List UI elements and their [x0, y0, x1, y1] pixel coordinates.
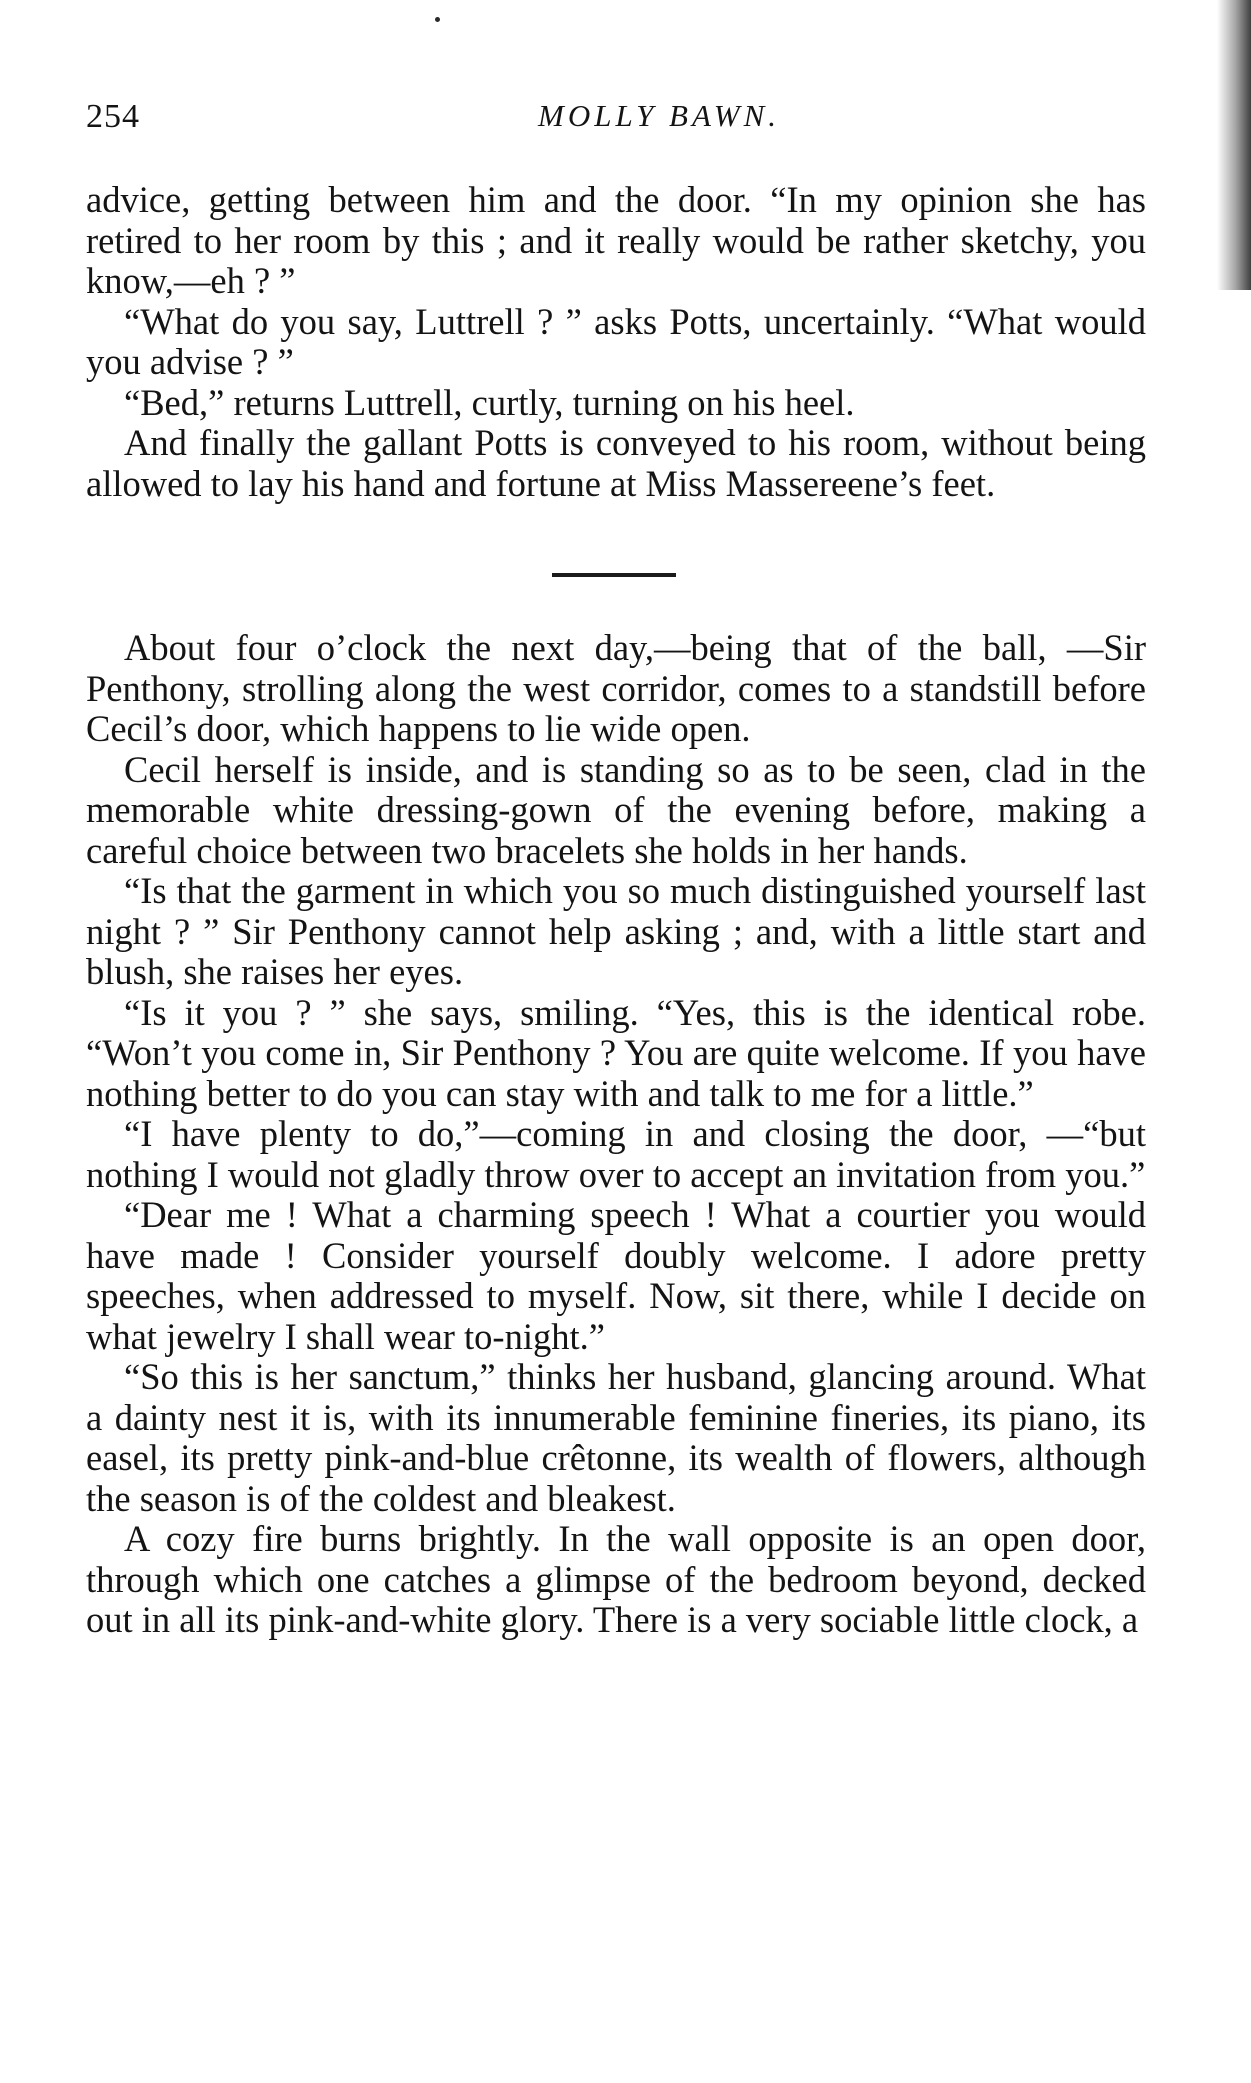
paragraph: A cozy fire burns brightly. In the wall opposite is an open door, through which one catches a glimpse of the bedroom beyond, decked out in all its pink-and-white glory. There is a very sociable little clock, a — [86, 1518, 1146, 1640]
page-edge-shadow — [1217, 0, 1251, 290]
paragraph: Cecil herself is inside, and is standing so as to be seen, clad in the memorable white dressing-gown of the evening before, making a careful choice between two bracelets she holds in her hands. — [86, 748, 1146, 871]
ink-speck — [435, 17, 440, 22]
running-title: MOLLY BAWN. — [538, 98, 781, 133]
paragraph: advice, getting between him and the door. “In my opinion she has retired to her room by this ; and it really would be rather sketchy, you know,—eh ? ” — [86, 179, 1146, 301]
paragraph: “Bed,” returns Luttrell, curtly, turning on his heel. — [124, 381, 855, 423]
text-block-before-break — [86, 180, 1146, 504]
page-header — [86, 98, 1146, 148]
text-block-after-break — [86, 628, 1146, 1641]
paragraph: “Is that the garment in which you so much distinguished yourself last night ? ” Sir Penthony cannot help asking ; and, with a little start and blush, she raises her eyes. — [86, 870, 1146, 992]
paragraph: About four o’clock the next day,—being that of the ball, —Sir Penthony, strolling along the west corridor, comes to a standstill before Cecil’s door, which happens to lie wide open. — [86, 627, 1146, 749]
section-divider — [552, 573, 676, 577]
paragraph: And finally the gallant Potts is conveyed to his room, without being allowed to lay his hand and fortune at Miss Massereene’s feet. — [86, 422, 1146, 504]
paragraph: “Dear me ! What a charming speech ! What a courtier you would have made ! Consider yourself doubly welcome. I adore pretty speeches, when addressed to myself. Now, sit there, while I decide on what jewelry I shall wear to-night.” — [86, 1194, 1146, 1357]
page-number: 254 — [86, 98, 140, 135]
paragraph: “Is it you ? ” she says, smiling. “Yes, this is the identical robe. “Won’t you come in, Sir Penthony ? You are quite welcome. If you have nothing better to do you can stay with and talk to me for a little.” — [86, 991, 1146, 1114]
paragraph: “So this is her sanctum,” thinks her husband, glancing around. What a dainty nest it is, with its innumerable feminine fineries, its piano, its easel, its pretty pink-and-blue crêtonne, its wealth of flowers, although the season is of the coldest and bleakest. — [86, 1356, 1146, 1519]
paragraph: “What do you say, Luttrell ? ” asks Potts, uncertainly. “What would you advise ? ” — [86, 300, 1146, 382]
paragraph: “I have plenty to do,”—coming in and closing the door, —“but nothing I would not gladly throw over to accept an invitation from you.” — [86, 1113, 1146, 1195]
